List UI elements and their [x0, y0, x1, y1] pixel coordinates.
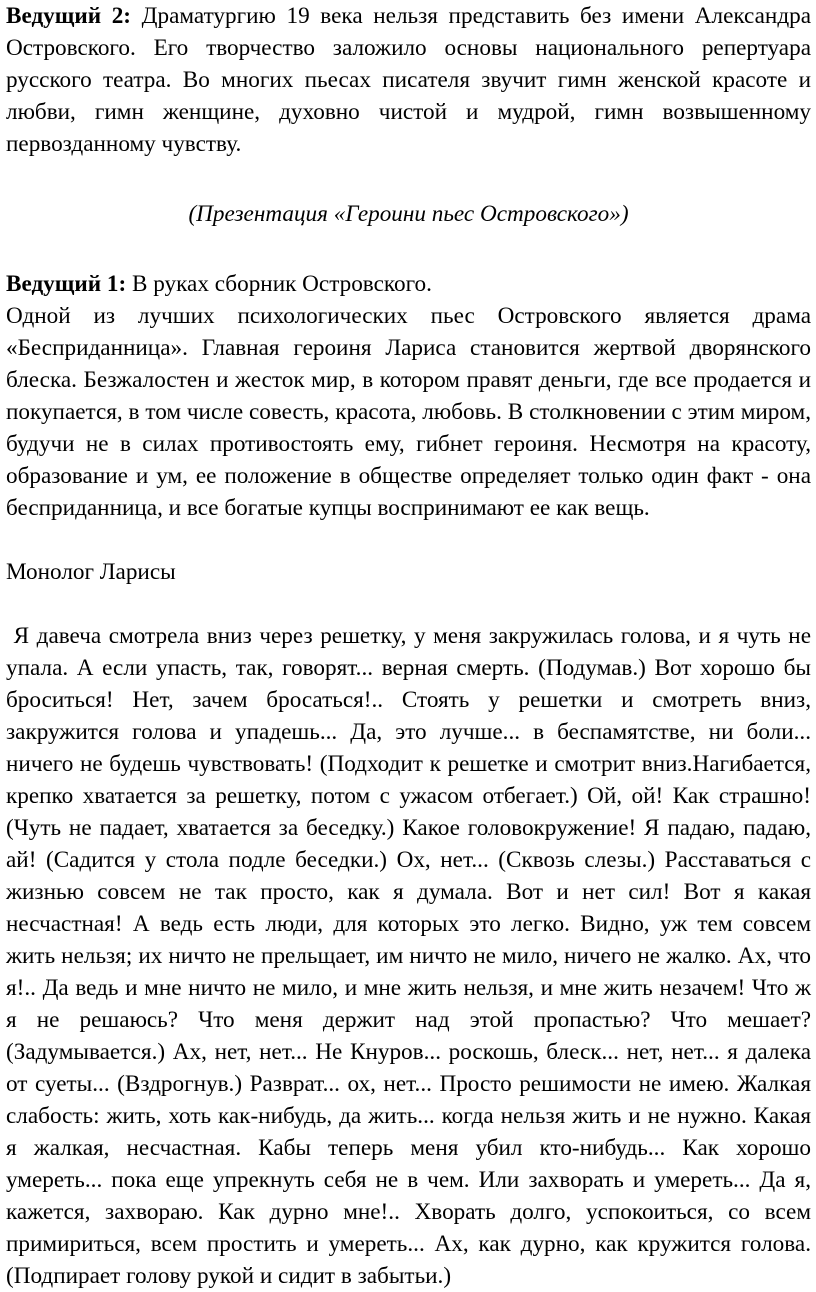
presentation-note: (Презентация «Героини пьес Островского»)	[188, 201, 629, 227]
monologue-heading: Монолог Ларисы	[6, 559, 176, 585]
paragraph-presenter-1: Одной из лучших психологических пьес Островского является драма «Бесприданница». Главная героиня Лариса становится жертвой дворянского блеска. Безжалостен и жесток мир, в котором правят деньги, где все продается и покупается, в том числе совесть, красота, любовь. В столкновении с этим миром, будучи не в силах противостоять ему, гибнет героиня. Несмотря на красоту, образование и ум, ее положение в обществе определяет только один факт - она бесприданница, и все богатые купцы воспринимают ее как вещь.	[6, 303, 811, 521]
paragraph-presenter-2	[6, 0, 811, 160]
monologue-text	[6, 620, 811, 1292]
intro-text: В руках сборник Островского.	[131, 271, 432, 297]
monologue-body: Я давеча смотрела вниз через решетку, у меня закружилась голова, и я чуть не упала. А если упасть, так, говорят... верная смерть. (Подумав.) Вот хорошо бы броситься! Нет, зачем бросаться!.. Стоять у решетки и смотреть вниз, закружится голова и упадешь... Да, это лучше... в беспамятстве, ни боли... ничего не будешь чувствовать! (Подходит к решетке и смотрит вниз.Нагибается, крепко хватается за решетку, потом с ужасом отбегает.) Ой, ой! Как страшно! (Чуть не падает, хватается за беседку.) Какое головокружение! Я падаю, падаю, ай! (Садится у стола подле беседки.) Ох, нет... (Сквозь слезы.) Расставаться с жизнью совсем не так просто, как я думала. Вот и нет сил! Вот я какая несчастная! А ведь есть люди, для которых это легко. Видно, уж тем совсем жить нельзя; их ничто не прельщает, им ничто не мило, ничего не жалко. Ах, что я!.. Да ведь и мне ничто не мило, и мне жить нельзя, и мне жить незачем! Что ж я не решаюсь? Что меня держит над этой пропастью? Что мешает? (Задумывается.) Ах, нет, нет... Не Кнуров... роскошь, блеск... нет, нет... я далека от суеты... (Вздрогнув.) Разврат... ох, нет... Просто решимости не имею. Жалкая слабость: жить, хоть как-нибудь, да жить... когда нельзя жить и не нужно. Какая я жалкая, несчастная. Кабы теперь меня убил кто-нибудь... Как хорошо умереть... пока еще упрекнуть себя не в чем. Или захворать и умереть... Да я, кажется, захвораю. Как дурно мне!.. Хворать долго, успокоиться, со всем примириться, всем простить и умереть... Ах, как дурно, как кружится голова. (Подпирает голову рукой и сидит в забытьи.)	[6, 623, 811, 1289]
speaker-label: Ведущий 1:	[6, 271, 127, 297]
speaker-label: Ведущий 2:	[6, 3, 132, 29]
paragraph-text: Драматургию 19 века нельзя представить без имени Александра Островского. Его творчество заложило основы национального репертуара русского театра. Во многих пьесах писателя звучит гимн женской красоте и любви, гимн женщине, духовно чистой и мудрой, гимн возвышенному первозданному чувству.	[6, 3, 812, 157]
paragraph-presenter-1-intro	[6, 268, 811, 300]
